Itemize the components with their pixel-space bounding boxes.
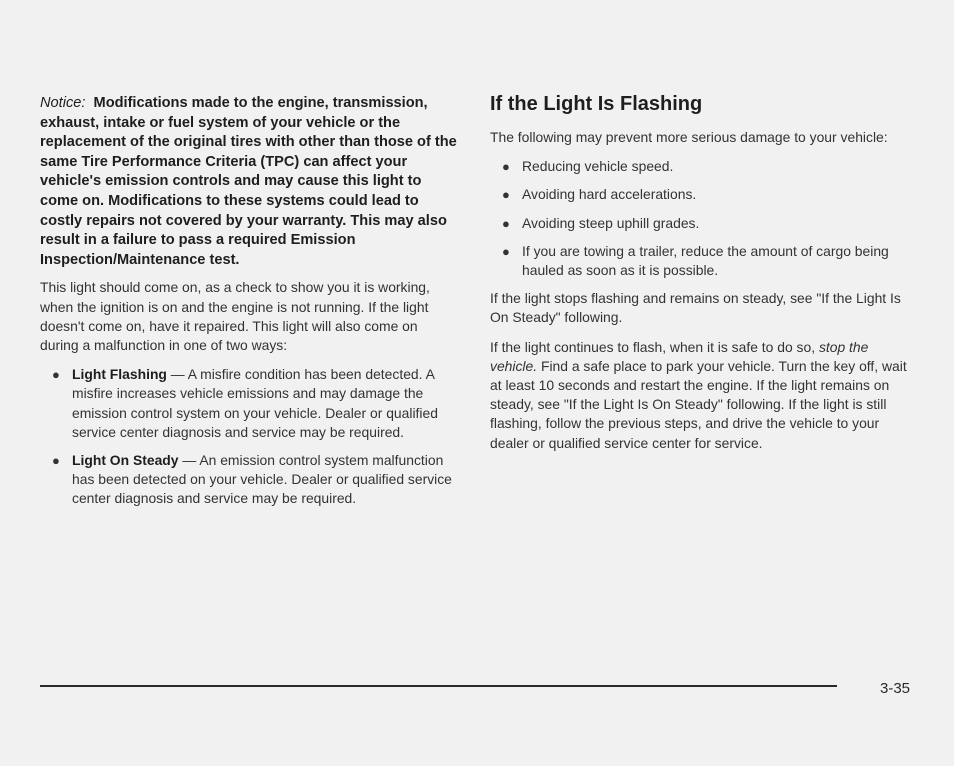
list-item (40, 365, 460, 442)
list-item (490, 242, 915, 280)
page-number: 3-35 (880, 680, 911, 697)
malfunction-list (40, 365, 460, 508)
notice-lead: Notice: (40, 95, 86, 111)
right-intro: The following may prevent more serious damage to your vehicle: (490, 129, 888, 145)
notice-paragraph (40, 94, 460, 270)
list-item (490, 185, 915, 204)
list-item (490, 157, 915, 176)
bullet-text: — An emission control system malfunction has been detected on your vehicle. Dealer or qualified service center diagnosis and service may be required. (72, 451, 452, 507)
bullet-term: Light On Steady (72, 451, 179, 468)
bullet-icon: ● (502, 243, 510, 259)
bullet-text: Avoiding steep uphill grades. (522, 214, 700, 231)
notice-text: Modifications made to the engine, transmission, exhaust, intake or fuel system of your vehicle or the replacement of the original tires with other than those of the same Tire Performance Criteria (TPC) can affect your vehicle's emission controls and may cause this light to come on. Modifications to these systems could lead to costly repairs not covered by your warranty. This may also result in a failure to pass a required Emission Inspection/Maintenance test. (40, 95, 457, 268)
footer-rule (40, 685, 837, 687)
bullet-text: Avoiding hard accelerations. (522, 186, 697, 203)
bullet-icon: ● (52, 452, 60, 468)
bullet-text: If you are towing a trailer, reduce the amount of cargo being hauled as soon as it is possible. (522, 242, 889, 279)
bullet-text: Reducing vehicle speed. (522, 158, 674, 175)
steady-paragraph: If the light stops flashing and remains on steady, see "If the Light Is On Steady" following. (490, 290, 901, 326)
right-column (490, 92, 915, 463)
bullet-icon: ● (502, 187, 510, 203)
bullet-icon: ● (502, 215, 510, 231)
intro-paragraph: This light should come on, as a check to show you it is working, when the ignition is on and the engine is not running. If the light doesn't come on, have it repaired. This light will also come on during a malfunction in one of two ways: (40, 279, 430, 353)
flash-text-pre: If the light continues to flash, when it is safe to do so, (490, 338, 819, 355)
list-item (490, 214, 915, 233)
bullet-text: — A misfire condition has been detected. A misfire increases vehicle emissions and may damage the emission control system on your vehicle. Dealer or qualified service center diagnosis and service may be required. (72, 366, 438, 440)
prevention-list (490, 157, 915, 280)
left-column (40, 94, 460, 518)
flash-text-post: Find a safe place to park your vehicle. Turn the key off, wait at least 10 seconds and restart the engine. If the light remains on steady, see "If the Light Is On Steady" following. If the light is still flashing, follow the previous steps, and drive the vehicle to your dealer or qualified service center for service. (490, 357, 907, 451)
bullet-term: Light Flashing (72, 366, 167, 383)
section-heading: If the Light Is Flashing (490, 93, 703, 115)
flash-paragraph (490, 338, 915, 453)
bullet-icon: ● (52, 367, 60, 383)
list-item (40, 451, 460, 509)
flash-text-italic: stop the vehicle. (490, 338, 869, 374)
bullet-icon: ● (502, 159, 510, 175)
